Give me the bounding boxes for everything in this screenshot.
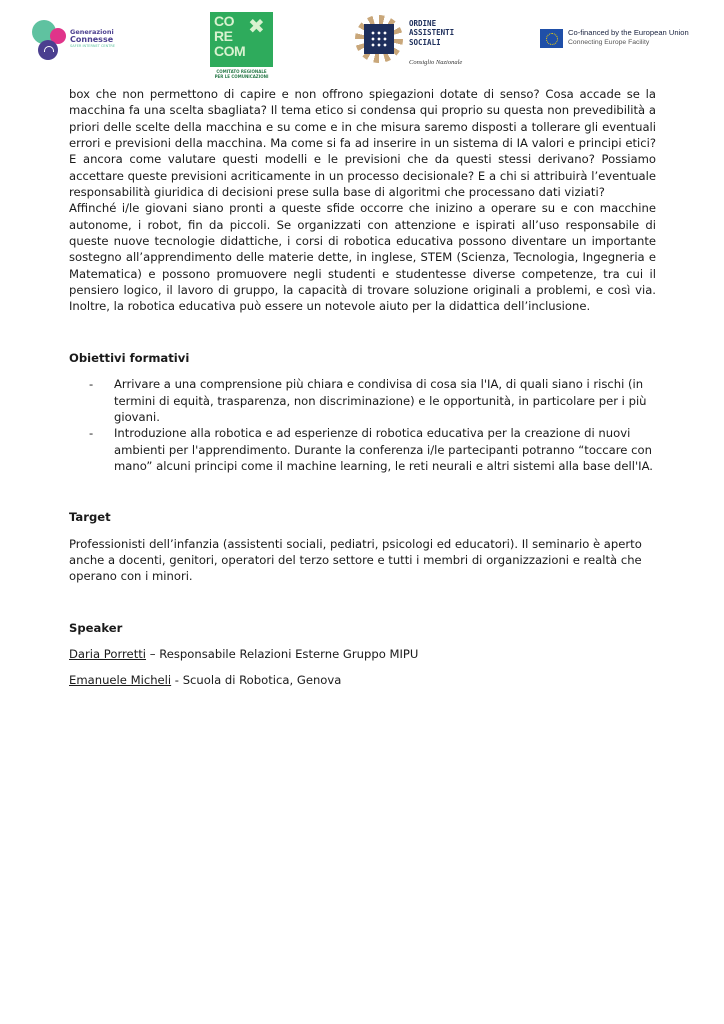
page-header — [0, 0, 724, 85]
logo-text: Generazioni — [70, 28, 114, 36]
eu-text: Co-financed by the European Union — [568, 28, 689, 37]
objective-text: Introduzione alla robotica e ad esperienze di robotica educativa per la creazione di nuovi ambienti per l'apprendimento. Durante la conferenza i/le partecipanti potranno “toccare con mano” alcuni principi come il machine learning, le reti neurali e altri sistemi alla base dell'IA. — [114, 426, 653, 473]
logo-tagline: SAFER INTERNET CENTRE — [70, 44, 116, 48]
speaker-role: Responsabile Relazioni Esterne Gruppo MIPU — [159, 646, 419, 661]
logo-text: RE — [214, 28, 233, 44]
list-item — [69, 376, 656, 425]
spacer — [69, 366, 656, 376]
logo-text: COM — [214, 43, 246, 59]
generazioni-connesse-logo — [30, 20, 120, 62]
objectives-list — [69, 376, 656, 474]
logo-text: ASSISTENTI — [409, 28, 455, 38]
robotics-paragraph: Affinché i/le giovani siano pronti a queste sfide occorre che inizino a operare su e con macchine autonome, i robot, fin da piccoli. Se organizzati con attenzione e ispirati all’uso responsabile di queste nuove tecnologie didattiche, i corsi di robotica educativa possono diventare un importante sostegno all’apprendimento delle materie dette, in inglese, STEM (Scienza, Tecnologia, Ingegneria e Matematica) e possono promuovere negli studenti e studentesse diverse competenze, tra cui il pensiero logico, il lavoro di gruppo, la capacità di trovare soluzione originali a problemi, e così via. Inoltre, la robotica educativa può essere un notevole aiuto per la didattica dell’inclusione. — [69, 201, 656, 314]
corecom-badge — [210, 12, 273, 67]
spacer — [69, 585, 656, 620]
logo-text: PER LE COMUNICAZIONI — [214, 74, 269, 79]
spacer — [69, 474, 656, 509]
speaker-entry — [69, 646, 656, 662]
ordine-subtitle: Consiglio Nazionale — [409, 59, 463, 66]
target-heading: Target — [69, 510, 111, 525]
starred-square-icon — [364, 24, 394, 54]
objective-text: Arrivare a una comprensione più chiara e condivisa di cosa sia l'IA, di quali siano i rischi (in termini di equità, trasparenza, non discriminazione) e le opportunità, in particolare per i più giovani. — [114, 377, 647, 424]
separator: - — [171, 673, 183, 688]
speaker-entry — [69, 672, 656, 688]
dash-bullet: - — [89, 426, 94, 441]
separator: – — [146, 646, 160, 661]
spacer — [69, 526, 656, 536]
corecom-subtitle — [210, 69, 273, 79]
logo-text: ORDINE — [409, 19, 437, 28]
logo-text: CO — [214, 13, 234, 29]
speaker-name-link[interactable]: Daria Porretti — [69, 646, 147, 661]
speaker-heading: Speaker — [69, 620, 123, 635]
spacer — [69, 662, 656, 672]
speaker-name-link[interactable]: Emanuele Micheli — [69, 673, 172, 688]
ordine-assistenti-sociali-logo — [355, 15, 485, 70]
objectives-heading: Obiettivi formativi — [69, 350, 190, 365]
eu-flag-icon — [540, 29, 563, 48]
eu-cofinanced-logo — [540, 28, 690, 50]
target-text: Professionisti dell’infanzia (assistenti sociali, pediatri, psicologi ed educatori). Il seminario è aperto anche a docenti, genitori, operatori del terzo settore e tutti i membri di organizzazioni e realtà che operano con i minori. — [69, 536, 642, 584]
logo-text: COMITATO REGIONALE — [216, 69, 267, 74]
eu-subtext: Connecting Europe Facility — [568, 39, 650, 46]
spacer — [69, 315, 656, 350]
wifi-icon — [38, 40, 58, 60]
speaker-role: Scuola di Robotica, Genova — [182, 673, 342, 688]
logo-text: Connesse — [70, 35, 114, 44]
list-item — [69, 425, 656, 474]
corecom-wordmark — [214, 14, 245, 59]
document-body — [69, 86, 656, 689]
dash-bullet: - — [89, 377, 94, 392]
ordine-name — [409, 19, 454, 47]
logo-text: SOCIALI — [409, 37, 441, 47]
cross-flower-icon: ✖ — [248, 14, 265, 38]
corecom-logo — [210, 12, 274, 80]
spacer — [69, 636, 656, 646]
intro-paragraph: box che non permettono di capire e non offrono spiegazioni dotate di senso? Cosa accade se la macchina fa una scelta sbagliata? Il tema etico si condensa qui proprio su questa non prevedibilità a priori delle scelte della macchina e su come e in che misura saremo disposti a tollerare gli eventuali errori e previsioni della macchina. Ma come si fa ad inserire in un sistema di IA valori e principi etici? E ancora come valutare questi modelli e le previsioni che da questi stessi derivano? Possiamo accettare queste previsioni acriticamente in un processo decisionale? E a chi si attribuirà l’eventuale responsabilità giuridica di decisioni prese sulla base di algoritmi che processano dati viziati? — [69, 87, 656, 200]
